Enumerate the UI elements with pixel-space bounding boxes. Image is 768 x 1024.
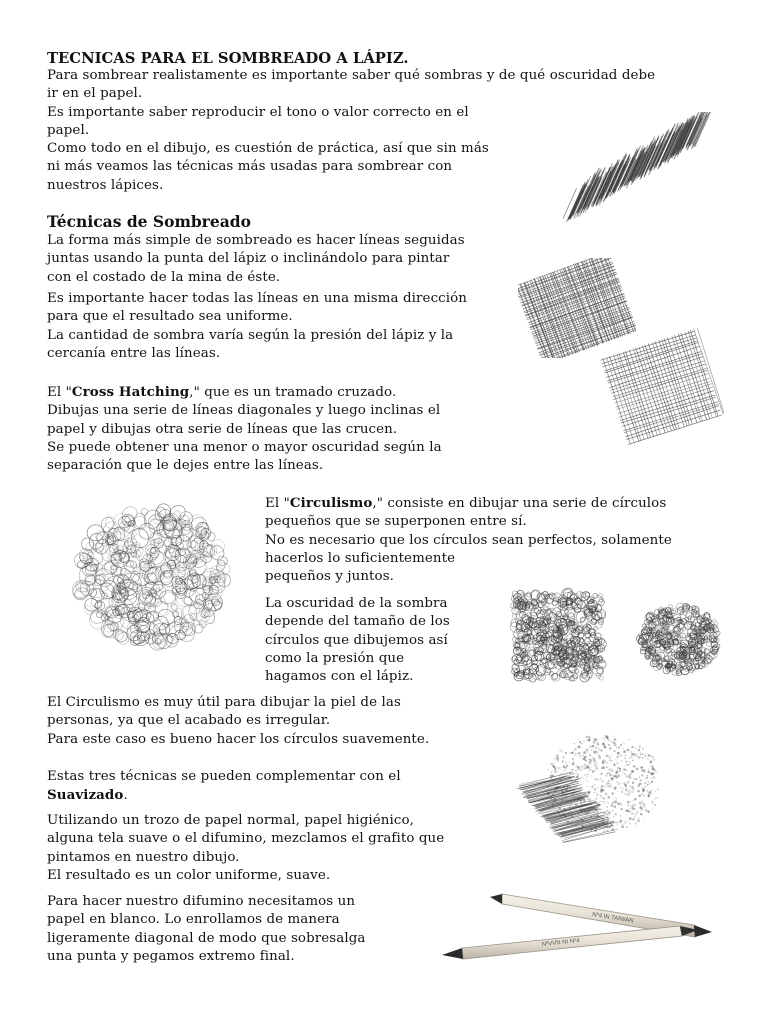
intro-line: Como todo en el dibujo, es cuestión de práctica, así que sin más (47, 141, 489, 157)
text-fragment: El " (47, 385, 72, 400)
paragraph-line (47, 383, 442, 402)
stump-label: Nº4 IN TAIWAN (591, 912, 634, 925)
cross-hatching-paragraph (47, 383, 442, 475)
blending-drawing (508, 728, 668, 854)
intro-line: ni más veamos las técnicas más usadas para sombrear con (47, 159, 453, 175)
paragraph-line: cercanía entre las líneas. (47, 345, 221, 361)
intro-line: papel. (47, 122, 90, 138)
circulism-round-swatch (633, 598, 725, 680)
intro-line: Para sombrear realistamente es importante saber qué sombras y de qué oscuridad debe (47, 68, 656, 83)
paragraph-line: pequeños que se superponen entre sí. (265, 514, 527, 530)
circulism-drawing (62, 490, 242, 662)
paragraph-line: hacerlos lo suficientemente (265, 550, 456, 566)
term-suavizado: Suavizado (47, 787, 124, 804)
paragraph-line: alguna tela suave o el difumino, mezclamos el grafito que (47, 831, 445, 847)
hatching-drawing (555, 112, 715, 240)
page-title: TECNICAS PARA EL SOMBREADO A LÁPIZ. (47, 50, 409, 67)
text-fragment: El " (265, 496, 290, 511)
paragraph-line: juntas usando la punta del lápiz o inclinándolo para pintar (47, 251, 450, 267)
hatching-swatch (555, 112, 715, 240)
blending-paragraph (47, 812, 444, 885)
paragraph-line: hagamos con el lápiz. (265, 669, 414, 685)
paragraph-line: papel en blanco. Lo enrollamos de manera (47, 912, 340, 928)
text-fragment: ," que es un tramado cruzado. (189, 385, 397, 400)
paragraph-line: Para este caso es bueno hacer los círculos suavemente. (47, 731, 430, 747)
paragraph-line: Es importante hacer todas las líneas en una misma dirección (47, 291, 468, 306)
paragraph-line: con el costado de la mina de éste. (47, 269, 281, 285)
paragraph-line: papel y dibujas otra serie de líneas que las crucen. (47, 421, 398, 437)
skin-paragraph (47, 694, 429, 749)
darkness-paragraph (265, 595, 450, 686)
paragraph-line: para que el resultado sea uniforme. (47, 309, 293, 325)
paragraph-line (47, 786, 401, 805)
paragraph-line: depende del tamaño de los (265, 614, 450, 630)
term-cross-hatching: Cross Hatching (71, 384, 190, 400)
stump-bottom (442, 926, 698, 959)
text-fragment: . (123, 788, 128, 804)
circulism-paragraph (265, 494, 672, 586)
cross-hatching-light-drawing (598, 328, 724, 446)
stump-paragraph (47, 893, 365, 966)
paragraph-line: Dibujas una serie de líneas diagonales y luego inclinas el (47, 403, 441, 419)
paragraph-line: La forma más simple de sombreado es hacer líneas seguidas (47, 233, 465, 248)
circulism-dark-swatch (500, 583, 616, 689)
paragraph-line: La cantidad de sombra varía según la presión del lápiz y la (47, 327, 454, 343)
paragraph-line: como la presión que (265, 650, 405, 666)
term-circulismo: Circulismo (289, 495, 373, 511)
circulism-swatch (62, 490, 242, 662)
direction-paragraph (47, 290, 467, 363)
blending-stumps (432, 876, 724, 978)
cross-hatching-light-swatch (598, 328, 724, 446)
circulism-dark-drawing (500, 583, 616, 689)
lines-paragraph (47, 232, 465, 287)
paragraph-line: pequeños y juntos. (265, 569, 395, 585)
paragraph-line: La oscuridad de la sombra (265, 596, 448, 611)
section-title: Técnicas de Sombreado (47, 212, 251, 231)
intro-line: Es importante saber reproducir el tono o valor correcto en el (47, 104, 469, 120)
paragraph-line: Se puede obtener una menor o mayor oscuridad según la (47, 439, 442, 455)
paragraph-line: No es necesario que los círculos sean perfectos, solamente (265, 532, 672, 548)
intro-line: ir en el papel. (47, 86, 143, 102)
blending-stumps-drawing (432, 876, 724, 978)
paragraph-line (265, 494, 672, 513)
paragraph-line: una punta y pegamos extremo final. (47, 948, 295, 964)
smoothing-paragraph (47, 768, 401, 806)
paragraph-line: El resultado es un color uniforme, suave. (47, 867, 331, 883)
paragraph-line: separación que le dejes entre las líneas. (47, 458, 324, 474)
paragraph-line: Estas tres técnicas se pueden complementar con el (47, 769, 401, 784)
blending-swatch (508, 728, 668, 854)
paragraph-line: pintamos en nuestro dibujo. (47, 849, 240, 865)
text-fragment: ," consiste en dibujar una serie de círculos (372, 496, 667, 511)
paragraph-line: ligeramente diagonal de modo que sobresalga (47, 930, 366, 946)
paragraph-line: El Circulismo es muy útil para dibujar la piel de las (47, 695, 401, 710)
circulism-round-drawing (633, 598, 725, 680)
stump-label: NºVVN NI Nº4 (541, 938, 581, 948)
intro-line: nuestros lápices. (47, 177, 164, 193)
paragraph-line: Para hacer nuestro difumino necesitamos un (47, 894, 356, 909)
paragraph-line: círculos que dibujemos así (265, 632, 448, 648)
paragraph-line: Utilizando un trozo de papel normal, papel higiénico, (47, 813, 414, 828)
paragraph-line: personas, ya que el acabado es irregular. (47, 713, 331, 729)
